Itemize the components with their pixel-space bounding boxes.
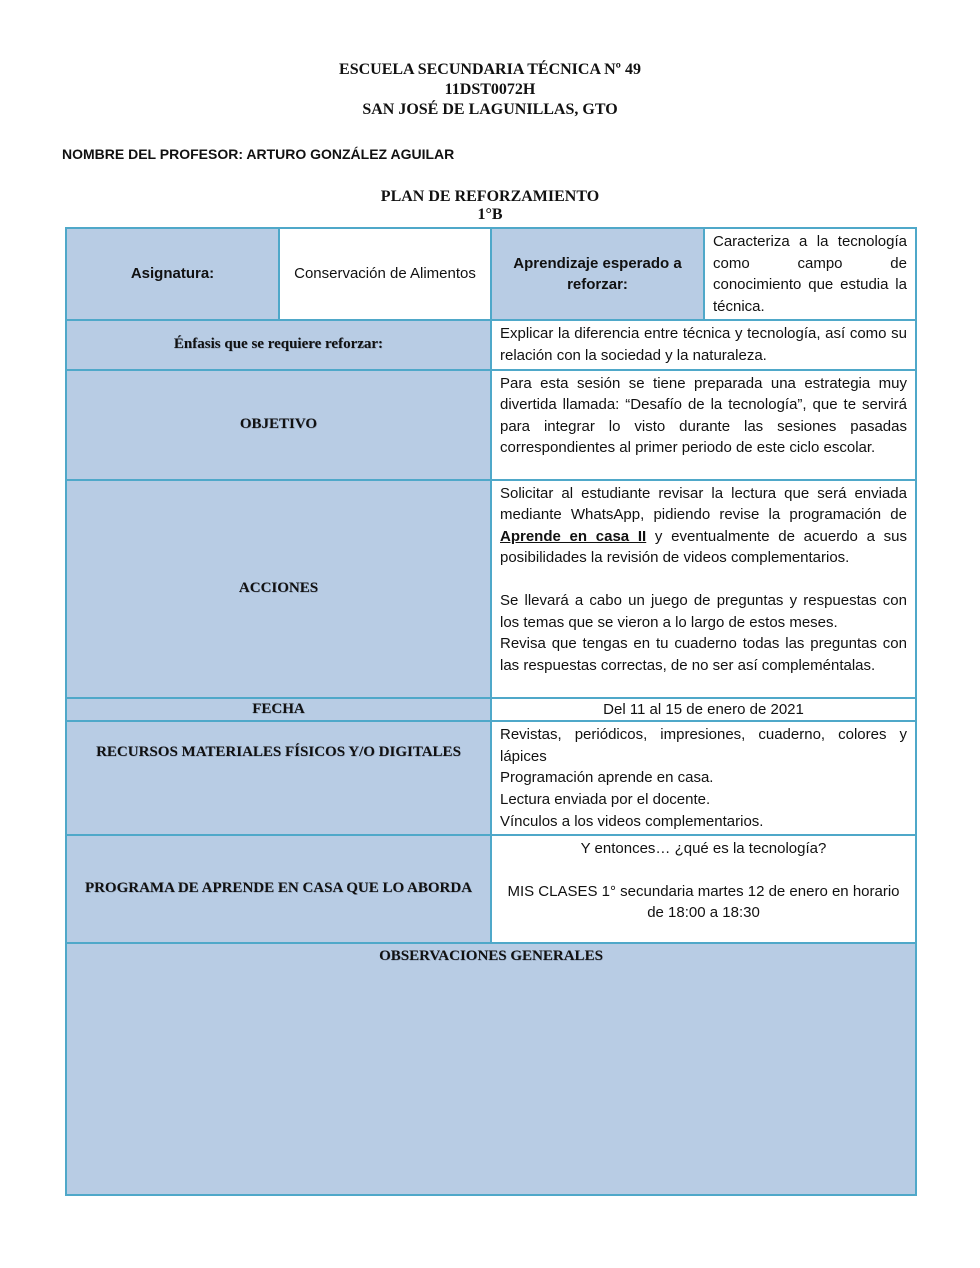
- recursos-value: [491, 721, 916, 835]
- acciones-paragraph-2: Se llevará a cabo un juego de preguntas y respuestas con los temas que se vieron a lo largo de estos meses.: [500, 591, 907, 631]
- aprendizaje-label: Aprendizaje esperado a reforzar:: [491, 228, 704, 320]
- enfasis-value: Explicar la diferencia entre técnica y tecnología, así como su relación con la sociedad y la naturaleza.: [491, 320, 916, 369]
- plan-title: PLAN DE REFORZAMIENTO: [380, 188, 600, 205]
- row-observaciones: [66, 943, 916, 1195]
- row-objetivo: [66, 370, 916, 480]
- row-enfasis: [66, 320, 916, 369]
- row-recursos: [66, 721, 916, 835]
- fecha-value: Del 11 al 15 de enero de 2021: [491, 698, 916, 722]
- row-programa: [66, 835, 916, 943]
- acciones-paragraph-3: Revisa que tengas en tu cuaderno todas las preguntas con las respuestas correctas, de no ser así compleméntalas.: [500, 635, 907, 674]
- plan-table: [65, 227, 917, 1196]
- recurso-item: Vínculos a los videos complementarios.: [500, 812, 764, 830]
- recurso-item: Programación aprende en casa.: [500, 769, 714, 787]
- school-name: ESCUELA SECUNDARIA TÉCNICA Nº 49: [339, 61, 641, 78]
- acciones-text-end: y eventualmente de acuerdo a sus posibilidades la revisión de videos complementarios.: [500, 527, 908, 567]
- paragraph-gap: [500, 569, 907, 590]
- recurso-item: Revistas, periódicos, impresiones, cuaderno, colores y lápices: [500, 726, 907, 765]
- fecha-label: FECHA: [66, 698, 491, 722]
- observaciones-label: OBSERVACIONES GENERALES: [66, 943, 916, 1195]
- programa-label: PROGRAMA DE APRENDE EN CASA QUE LO ABORDA: [66, 835, 491, 943]
- row-acciones: [66, 480, 916, 698]
- aprendizaje-value: Caracteriza a la tecnología como campo de conocimiento que estudia la técnica.: [704, 228, 916, 320]
- acciones-paragraph-1: [500, 483, 907, 569]
- asignatura-value: Conservación de Alimentos: [279, 228, 491, 320]
- recursos-label: RECURSOS MATERIALES FÍSICOS Y/O DIGITALES: [66, 721, 491, 835]
- objetivo-label: OBJETIVO: [66, 370, 491, 480]
- school-location: SAN JOSÉ DE LAGUNILLAS, GTO: [362, 101, 618, 118]
- recurso-item: Lectura enviada por el docente.: [500, 790, 711, 808]
- row-fecha: [66, 698, 916, 722]
- programa-value: [491, 835, 916, 943]
- row-asignatura: [66, 228, 916, 320]
- acciones-value: [491, 480, 916, 698]
- school-code: 11DST0072H: [444, 81, 536, 98]
- acciones-label: ACCIONES: [66, 480, 491, 698]
- plan-group: 1°B: [477, 206, 503, 223]
- teacher-name: NOMBRE DEL PROFESOR: ARTURO GONZÁLEZ AGUILAR: [62, 146, 455, 162]
- objetivo-value: Para esta sesión se tiene preparada una estrategia muy divertida llamada: “Desafío de la tecnología”, que te servirá para integrar lo visto durante las sesiones pasadas correspondientes al primer periodo de este ciclo escolar.: [491, 370, 916, 480]
- plan-title-block: [0, 188, 980, 224]
- enfasis-label: Énfasis que se requiere reforzar:: [66, 320, 491, 369]
- document-header: [0, 60, 980, 120]
- acciones-text: Solicitar al estudiante revisar la lectura que será enviada mediante WhatsApp, pidiendo revise la programación de: [500, 484, 907, 524]
- programa-title: Y entonces… ¿qué es la tecnología?: [580, 840, 827, 858]
- programa-schedule: MIS CLASES 1° secundaria martes 12 de enero en horario de 18:00 a 18:30: [507, 882, 900, 922]
- aprende-en-casa-link[interactable]: Aprende en casa II: [500, 527, 647, 545]
- paragraph-gap: [500, 860, 907, 881]
- asignatura-label: Asignatura:: [66, 228, 279, 320]
